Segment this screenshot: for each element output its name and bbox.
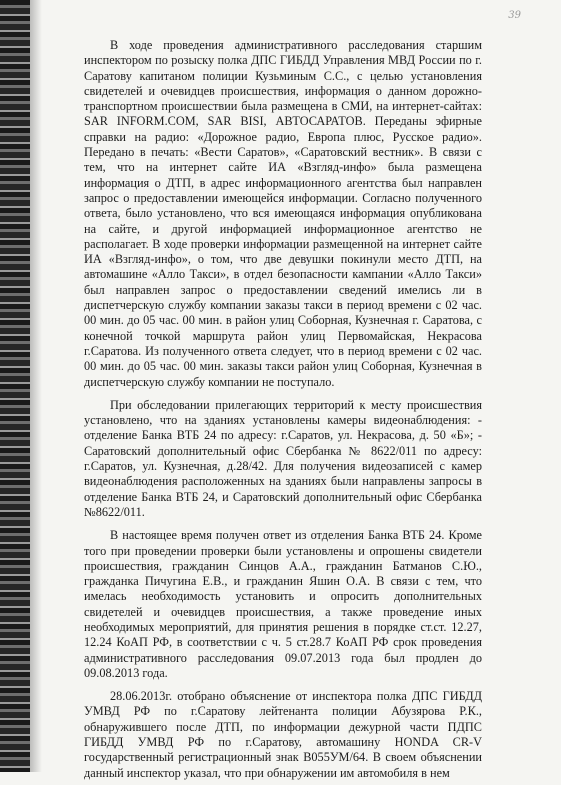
scan-binding-edge	[0, 0, 30, 772]
paragraph-witnesses: В настоящее время получен ответ из отделения Банка ВТБ 24. Кроме того при проведении проверки были установлены и опрошены свидетели происшествия, гражданин Синцов А.А., гражданин Батманов С.Ю., гражданка Пичугина Е.В., и гражданин Яшин О.А. В связи с тем, что имелась необходимость установить и опросить дополнительных свидетелей и очевидцев происшествия, а также проведение иных необходимых мероприятий, для принятия решения в порядке ст.ст. 12.27, 12.24 КоАП РФ, в соответствии с ч. 5 ст.28.7 КоАП РФ срок проведения административного расследования 09.07.2013 года был продлен до 09.08.2013 года.	[84, 528, 482, 680]
paragraph-investigation: В ходе проведения административного расследования старшим инспектором по розыску полка ДПС ГИБДД Управления МВД России по г. Саратову капитаном полиции Кузьминым С.С., с целью установления свидетелей и очевидцев происшествия, информация о данном дорожно-транспортном происшествии была размещена в СМИ, на интернет-сайтах: SAR INFORM.COM, SAR BISI, АВТОСАРАТОВ. Переданы эфирные справки на радио: «Дорожное радио, Европа плюс, Русское радио». Передано в печать: «Вести Саратов», «Саратовский вестник». В связи с тем, что на интернет сайте ИА «Взгляд-инфо» была размещена информация о ДТП, в адрес информационного агентства был направлен запрос о предоставлении имеющейся информации. Согласно полученного ответа, было установлено, что вся имеющаяся информация опубликована на сайте, и другой информацией информационное агентство не располагает. В ходе проверки информации размещенной на интернет сайте ИА «Взгляд-инфо», о том, что две девушки покинули место ДТП, на автомашине «Алло Такси», в отдел безопасности кампании «Алло Такси» был направлен запрос о предоставлении сведений имелись ли в диспетчерскую службу компании заказы такси в период времени с 02 час. 00 мин. до 05 час. 00 мин. в район улиц Соборная, Кузнечная г. Саратова, с конечной точкой маршрута район улиц Первомайская, Некрасова г.Саратова. Из полученного ответа следует, что в период времени с 02 час. 00 мин. до 05 час. 00 мин. заказы такси район улиц Соборная, Кузнечная в диспетчерскую службу компании не поступало.	[84, 38, 482, 389]
paragraph-inspector-statement: 28.06.2013г. отобрано объяснение от инспектора полка ДПС ГИБДД УМВД РФ по г.Саратову лейтенанта полиции Абузярова Р.К., обнаружившего после ДТП, по информации дежурной части ПДПС ГИБДД УМВД РФ по г.Саратову, автомашину HONDA CR-V государственный регистрационный знак В055УМ/64. В своем объяснении данный инспектор указал, что при обнаружении им автомобиля в нем	[84, 689, 482, 780]
paragraph-cameras: При обследовании прилегающих территорий к месту происшествия установлено, что на зданиях установлены камеры видеонаблюдения: - отделение Банка ВТБ 24 по адресу: г.Саратов, ул. Некрасова, д. 50 «Б»; - Саратовский дополнительный офис Сбербанка № 8622/011 по адресу: г.Саратов, ул. Кузнечная, д.28/42. Для получения видеозаписей с камер видеонаблюдения расположенных на зданиях были направлены запросы в отделение Банка ВТБ 24, и Саратовский дополнительный офис Сбербанка №8622/011.	[84, 397, 482, 519]
page-number: 39	[508, 10, 521, 21]
scan-shadow	[30, 0, 42, 772]
document-body	[84, 38, 482, 785]
